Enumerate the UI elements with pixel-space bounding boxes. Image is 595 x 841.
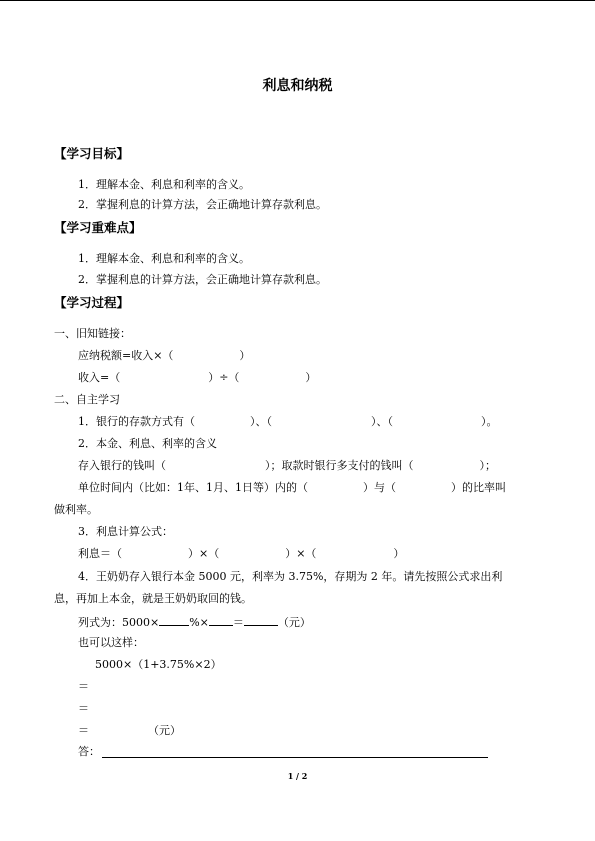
question-4-line-1: 4．王奶奶存入银行本金 5000 元，利率为 3.75%，存期为 2 年。请先按照公式求出利	[78, 570, 503, 583]
question-2-line-3: 做利率。	[54, 503, 98, 516]
equals-step-3: ＝	[78, 724, 89, 737]
blank-years[interactable]	[209, 614, 233, 626]
alternative-intro: 也可以这样：	[78, 636, 144, 649]
alternative-formula: 5000×（1+3.75%×2）	[95, 658, 222, 671]
goal-item-2: 2．掌握利息的计算方法，会正确地计算存款利息。	[78, 198, 327, 211]
header-rule	[0, 0, 595, 1]
part2-heading: 二、自主学习	[54, 393, 120, 406]
equals-step-3-unit: （元）	[148, 724, 181, 737]
section-process-heading: 【学习过程】	[54, 295, 130, 310]
question-3: 3．利息计算公式：	[78, 525, 173, 538]
calculation-prefix: 列式为：5000×	[78, 616, 160, 629]
question-2-line-1: 存入银行的钱叫（ ）；取款时银行多支付的钱叫（ ）；	[78, 459, 496, 472]
page-title: 利息和纳税	[262, 78, 333, 94]
income-formula-line: 收入=（ ）÷（ ）	[78, 371, 317, 384]
answer-label: 答：	[78, 745, 100, 758]
question-4-line-2: 息，再加上本金，就是王奶奶取回的钱。	[54, 592, 252, 605]
calculation-unit: （元）	[277, 616, 311, 629]
question-1: 1．银行的存款方式有（ ）、（ ）、（ ）。	[78, 415, 498, 428]
goal-item-1: 1．理解本金、利息和利率的含义。	[78, 178, 250, 191]
page-number: 1 / 2	[287, 771, 308, 781]
equals-step-1: ＝	[78, 680, 89, 693]
question-2-line-2: 单位时间内（比如：1年、1月、1日等）内的（ ）与（ ）的比率叫	[78, 481, 506, 494]
question-2: 2．本金、利息、利率的含义	[78, 437, 217, 450]
blank-result[interactable]	[244, 614, 278, 626]
part1-heading: 一、旧知链接：	[54, 327, 131, 340]
interest-formula-line: 利息＝（ ）×（ ）×（ ）	[78, 547, 405, 560]
calculation-line	[78, 614, 311, 629]
calculation-equals: ＝	[232, 616, 244, 629]
answer-line[interactable]	[102, 757, 488, 758]
key-item-1: 1．理解本金、利息和利率的含义。	[78, 252, 250, 265]
key-item-2: 2．掌握利息的计算方法，会正确地计算存款利息。	[78, 273, 327, 286]
blank-rate[interactable]	[159, 614, 189, 626]
section-key-points-heading: 【学习重难点】	[54, 220, 142, 235]
section-goals-heading: 【学习目标】	[54, 146, 130, 161]
tax-formula-line: 应纳税额=收入×（ ）	[78, 349, 251, 362]
calculation-percent: %×	[189, 616, 209, 629]
equals-step-2: ＝	[78, 702, 89, 715]
